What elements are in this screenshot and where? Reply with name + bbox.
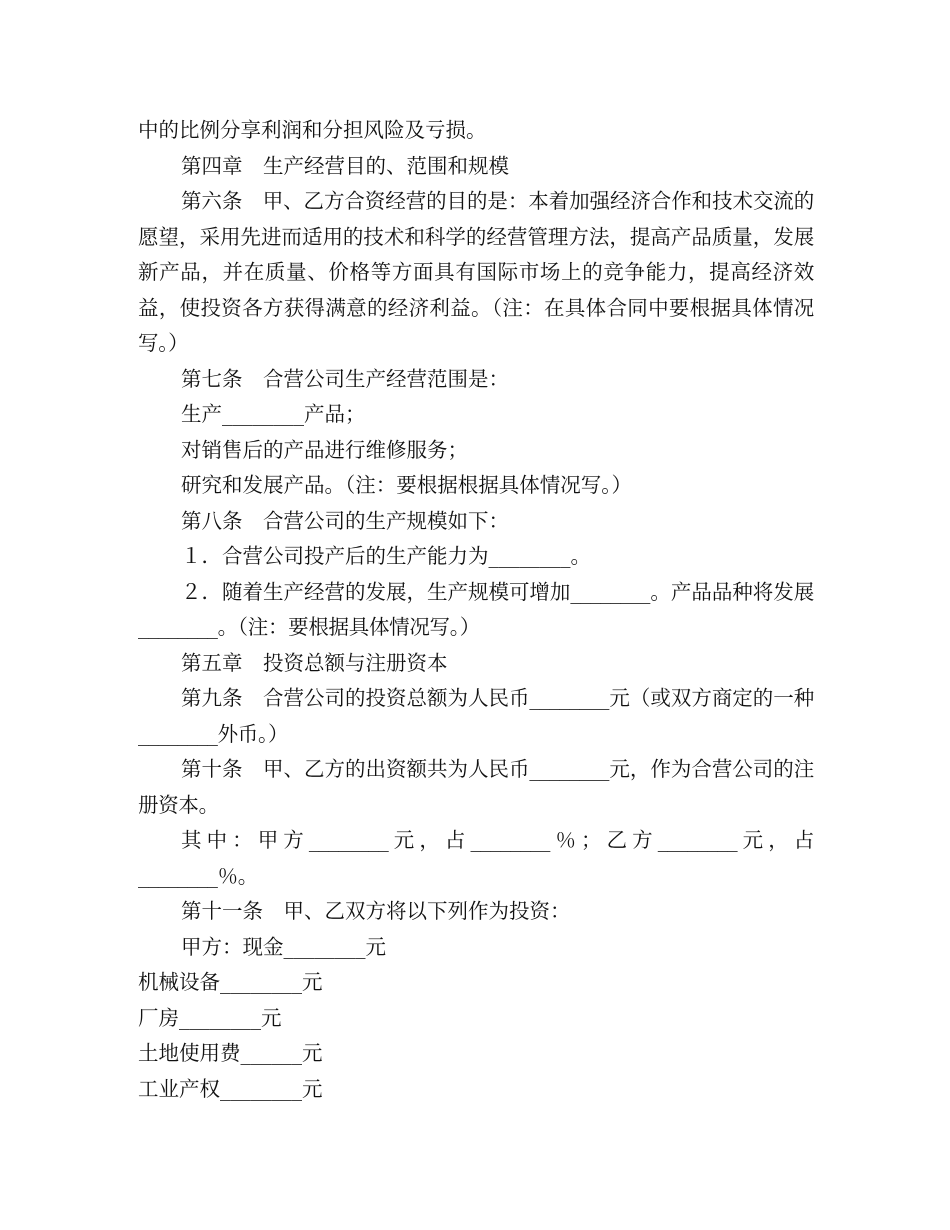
- article-7-item-production: 生产________产品；: [181, 402, 366, 426]
- article-6: 第六条 甲、乙方合资经营的目的是：本着加强经济合作和技术交流的愿望，采用先进而适用的技术和科学的经营管理方法，提高产品质量，发展新产品，并在质量、价格等方面具有国际市场上的竞争能力，提高经济效益，使投资各方获得满意的经济利益。（注：在具体合同中要根据具体情况写。）: [138, 189, 814, 355]
- chapter-4-heading: 第四章 生产经营目的、范围和规模: [181, 153, 509, 178]
- article-10-breakdown: 其中：甲方________元，占________％；乙方________元，占________％。: [138, 828, 814, 888]
- document-body: [138, 113, 814, 1107]
- party-a-industrial-property: 工业产权________元: [138, 1076, 323, 1101]
- chapter-5-heading: 第五章 投资总额与注册资本: [181, 650, 448, 675]
- party-a-land-use-fee: 土地使用费______元: [138, 1041, 323, 1065]
- article-11: 第十一条 甲、乙双方将以下列作为投资：: [181, 899, 571, 923]
- article-7-item-maintenance: 对销售后的产品进行维修服务；: [181, 437, 468, 462]
- article-10: 第十条 甲、乙方的出资额共为人民币________元，作为合营公司的注册资本。: [138, 757, 814, 817]
- article-8-item-2: ２．随着生产经营的发展，生产规模可增加________。产品品种将发展________。（注：要根据具体情况写。）: [138, 579, 814, 639]
- party-a-cash: 甲方：现金________元: [181, 934, 386, 959]
- article-8: 第八条 合营公司的生产规模如下：: [181, 508, 509, 533]
- article-9: 第九条 合营公司的投资总额为人民币________元（或双方商定的一种________外币。）: [138, 686, 814, 746]
- party-a-factory: 厂房________元: [138, 1005, 282, 1030]
- article-7: 第七条 合营公司生产经营范围是：: [181, 366, 509, 391]
- article-8-item-1: １．合营公司投产后的生产能力为________。: [181, 544, 591, 568]
- party-a-machinery: 机械设备________元: [138, 970, 323, 994]
- paragraph-profit-sharing: 中的比例分享利润和分担风险及亏损。: [138, 118, 487, 142]
- article-7-item-research: 研究和发展产品。（注：要根据根据具体情况写。）: [181, 473, 632, 497]
